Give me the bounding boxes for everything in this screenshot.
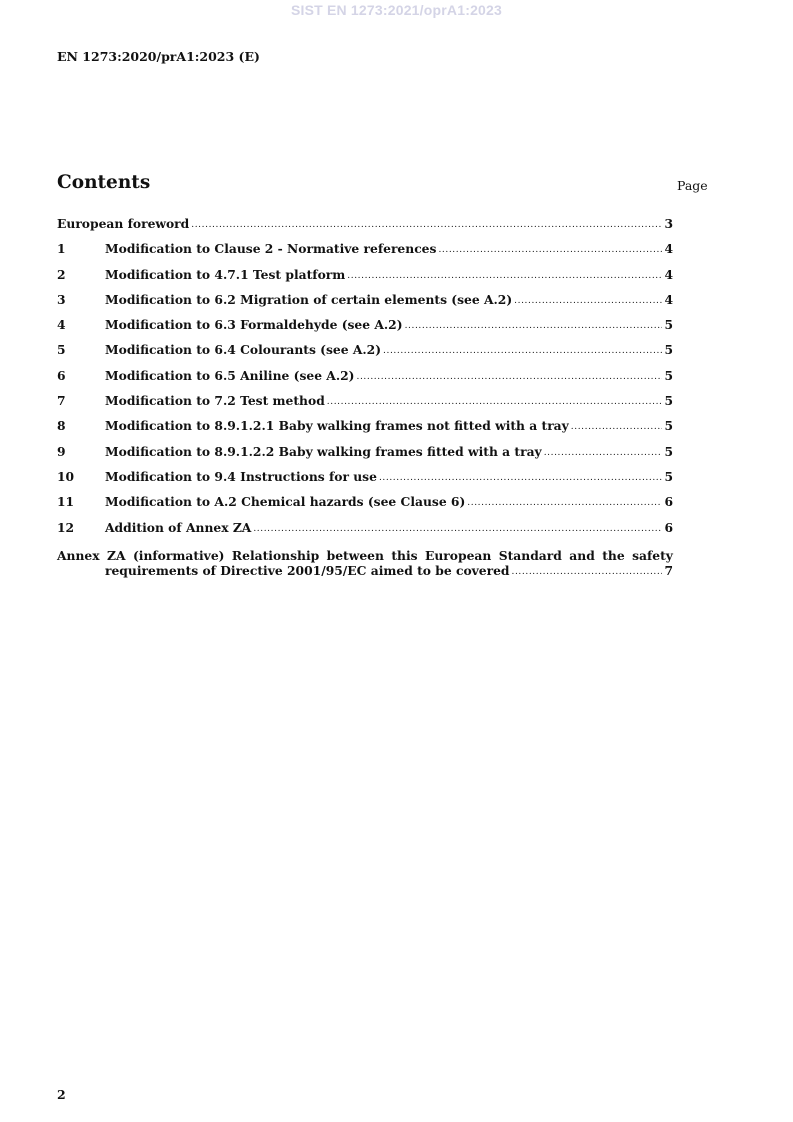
toc-entry-title: Modification to 7.2 Test method: [105, 393, 325, 409]
toc-entry[interactable]: [57, 494, 673, 519]
toc-leader-dots: [512, 565, 663, 580]
toc-leader-dots: [514, 296, 662, 306]
toc-entry-page: 5: [664, 342, 673, 358]
toc-leader-dots: [327, 397, 663, 407]
annex-word: this: [391, 547, 418, 563]
toc-entry-page: 6: [664, 519, 673, 535]
toc-leader-dots: [405, 321, 663, 331]
toc-entry-title: Modification to 8.9.1.2.2 Baby walking frames fitted with a tray: [105, 443, 542, 459]
toc-entry-title: Modification to 6.2 Migration of certain elements (see A.2): [105, 291, 513, 307]
toc-entry-title: Modification to Clause 2 - Normative references: [105, 241, 437, 257]
document-reference: EN 1273:2020/prA1:2023 (E): [57, 49, 260, 64]
toc-entry[interactable]: [57, 393, 673, 418]
annex-word: and: [569, 547, 595, 563]
annex-word: European: [424, 547, 492, 563]
toc-entry-foreword[interactable]: [57, 216, 673, 241]
annex-word: between: [326, 547, 384, 563]
annex-title-text: requirements of Directive 2001/95/EC aimed to be covered: [105, 562, 510, 578]
toc-entry-title: Modification to 4.7.1 Test platform: [105, 266, 346, 282]
toc-entry-annex-za[interactable]: [57, 548, 673, 581]
toc-entry-number: 12: [57, 519, 75, 535]
toc-leader-dots: [467, 498, 662, 508]
toc-entry[interactable]: [57, 418, 673, 443]
toc-leader-dots: [438, 245, 662, 255]
toc-entry-title: Modification to 6.4 Colourants (see A.2): [105, 342, 382, 358]
watermark: SIST EN 1273:2021/oprA1:2023: [290, 2, 503, 18]
toc-entry-page: 7: [664, 562, 673, 578]
contents-heading: Contents: [57, 172, 151, 193]
toc-entry-page: 3: [664, 216, 673, 231]
toc-entry-page: 5: [664, 367, 673, 383]
toc-entry-number: 5: [57, 342, 66, 358]
page-column-label: Page: [677, 178, 708, 193]
toc-entry[interactable]: [57, 469, 673, 494]
toc-entry[interactable]: [57, 368, 673, 393]
toc-leader-dots: [357, 372, 663, 382]
toc-entry-number: 3: [57, 291, 66, 307]
toc-entry[interactable]: [57, 444, 673, 469]
annex-word: safety: [632, 547, 673, 563]
toc-entry-number: 10: [57, 468, 75, 484]
toc-leader-dots: [571, 422, 663, 432]
toc-entry-page: 4: [664, 291, 673, 307]
toc-entry[interactable]: [57, 342, 673, 367]
table-of-contents: [57, 216, 673, 581]
toc-entry-title: Addition of Annex ZA: [105, 519, 252, 535]
toc-entry-number: 6: [57, 367, 66, 383]
toc-entry-number: 2: [57, 266, 66, 282]
annex-word: ZA: [107, 547, 126, 563]
annex-word: Relationship: [231, 547, 320, 563]
annex-title-line: [57, 548, 673, 563]
toc-entry-title: Modification to A.2 Chemical hazards (see Clause 6): [105, 494, 466, 510]
toc-entry-title: European foreword: [57, 216, 190, 231]
toc-leader-dots: [347, 271, 662, 281]
toc-entry-number: 11: [57, 494, 75, 510]
toc-leader-dots: [191, 220, 662, 230]
toc-entry-page: 4: [664, 266, 673, 282]
toc-entry-number: 4: [57, 317, 66, 333]
toc-entry[interactable]: [57, 520, 673, 545]
toc-entry-number: 8: [57, 418, 66, 434]
toc-leader-dots: [253, 524, 662, 534]
toc-entry-title: Modification to 6.5 Aniline (see A.2): [105, 367, 355, 383]
toc-entry-page: 5: [664, 317, 673, 333]
toc-leader-dots: [383, 346, 662, 356]
toc-entry-page: 5: [664, 468, 673, 484]
toc-entry-page: 5: [664, 443, 673, 459]
toc-entry-number: 9: [57, 443, 66, 459]
toc-entry-page: 6: [664, 494, 673, 510]
toc-entry[interactable]: [57, 292, 673, 317]
toc-entry-title: Modification to 8.9.1.2.1 Baby walking frames not fitted with a tray: [105, 418, 569, 434]
toc-entry-title: Modification to 9.4 Instructions for use: [105, 468, 377, 484]
annex-word: the: [602, 547, 625, 563]
toc-entry[interactable]: [57, 267, 673, 292]
toc-entry-page: 5: [664, 418, 673, 434]
toc-entry-page: 5: [664, 393, 673, 409]
toc-entry-number: 1: [57, 241, 66, 257]
toc-leader-dots: [544, 448, 663, 458]
toc-entry-number: 7: [57, 393, 66, 409]
toc-entry[interactable]: [57, 241, 673, 266]
toc-leader-dots: [379, 473, 663, 483]
annex-word: (informative): [132, 547, 225, 563]
toc-entry-title: Modification to 6.3 Formaldehyde (see A.2): [105, 317, 403, 333]
annex-word: Standard: [498, 547, 562, 563]
annex-word: Annex: [57, 547, 100, 563]
page-number: 2: [57, 1087, 66, 1102]
toc-entry-page: 4: [664, 241, 673, 257]
annex-title-continuation: [57, 563, 673, 581]
toc-entry[interactable]: [57, 317, 673, 342]
